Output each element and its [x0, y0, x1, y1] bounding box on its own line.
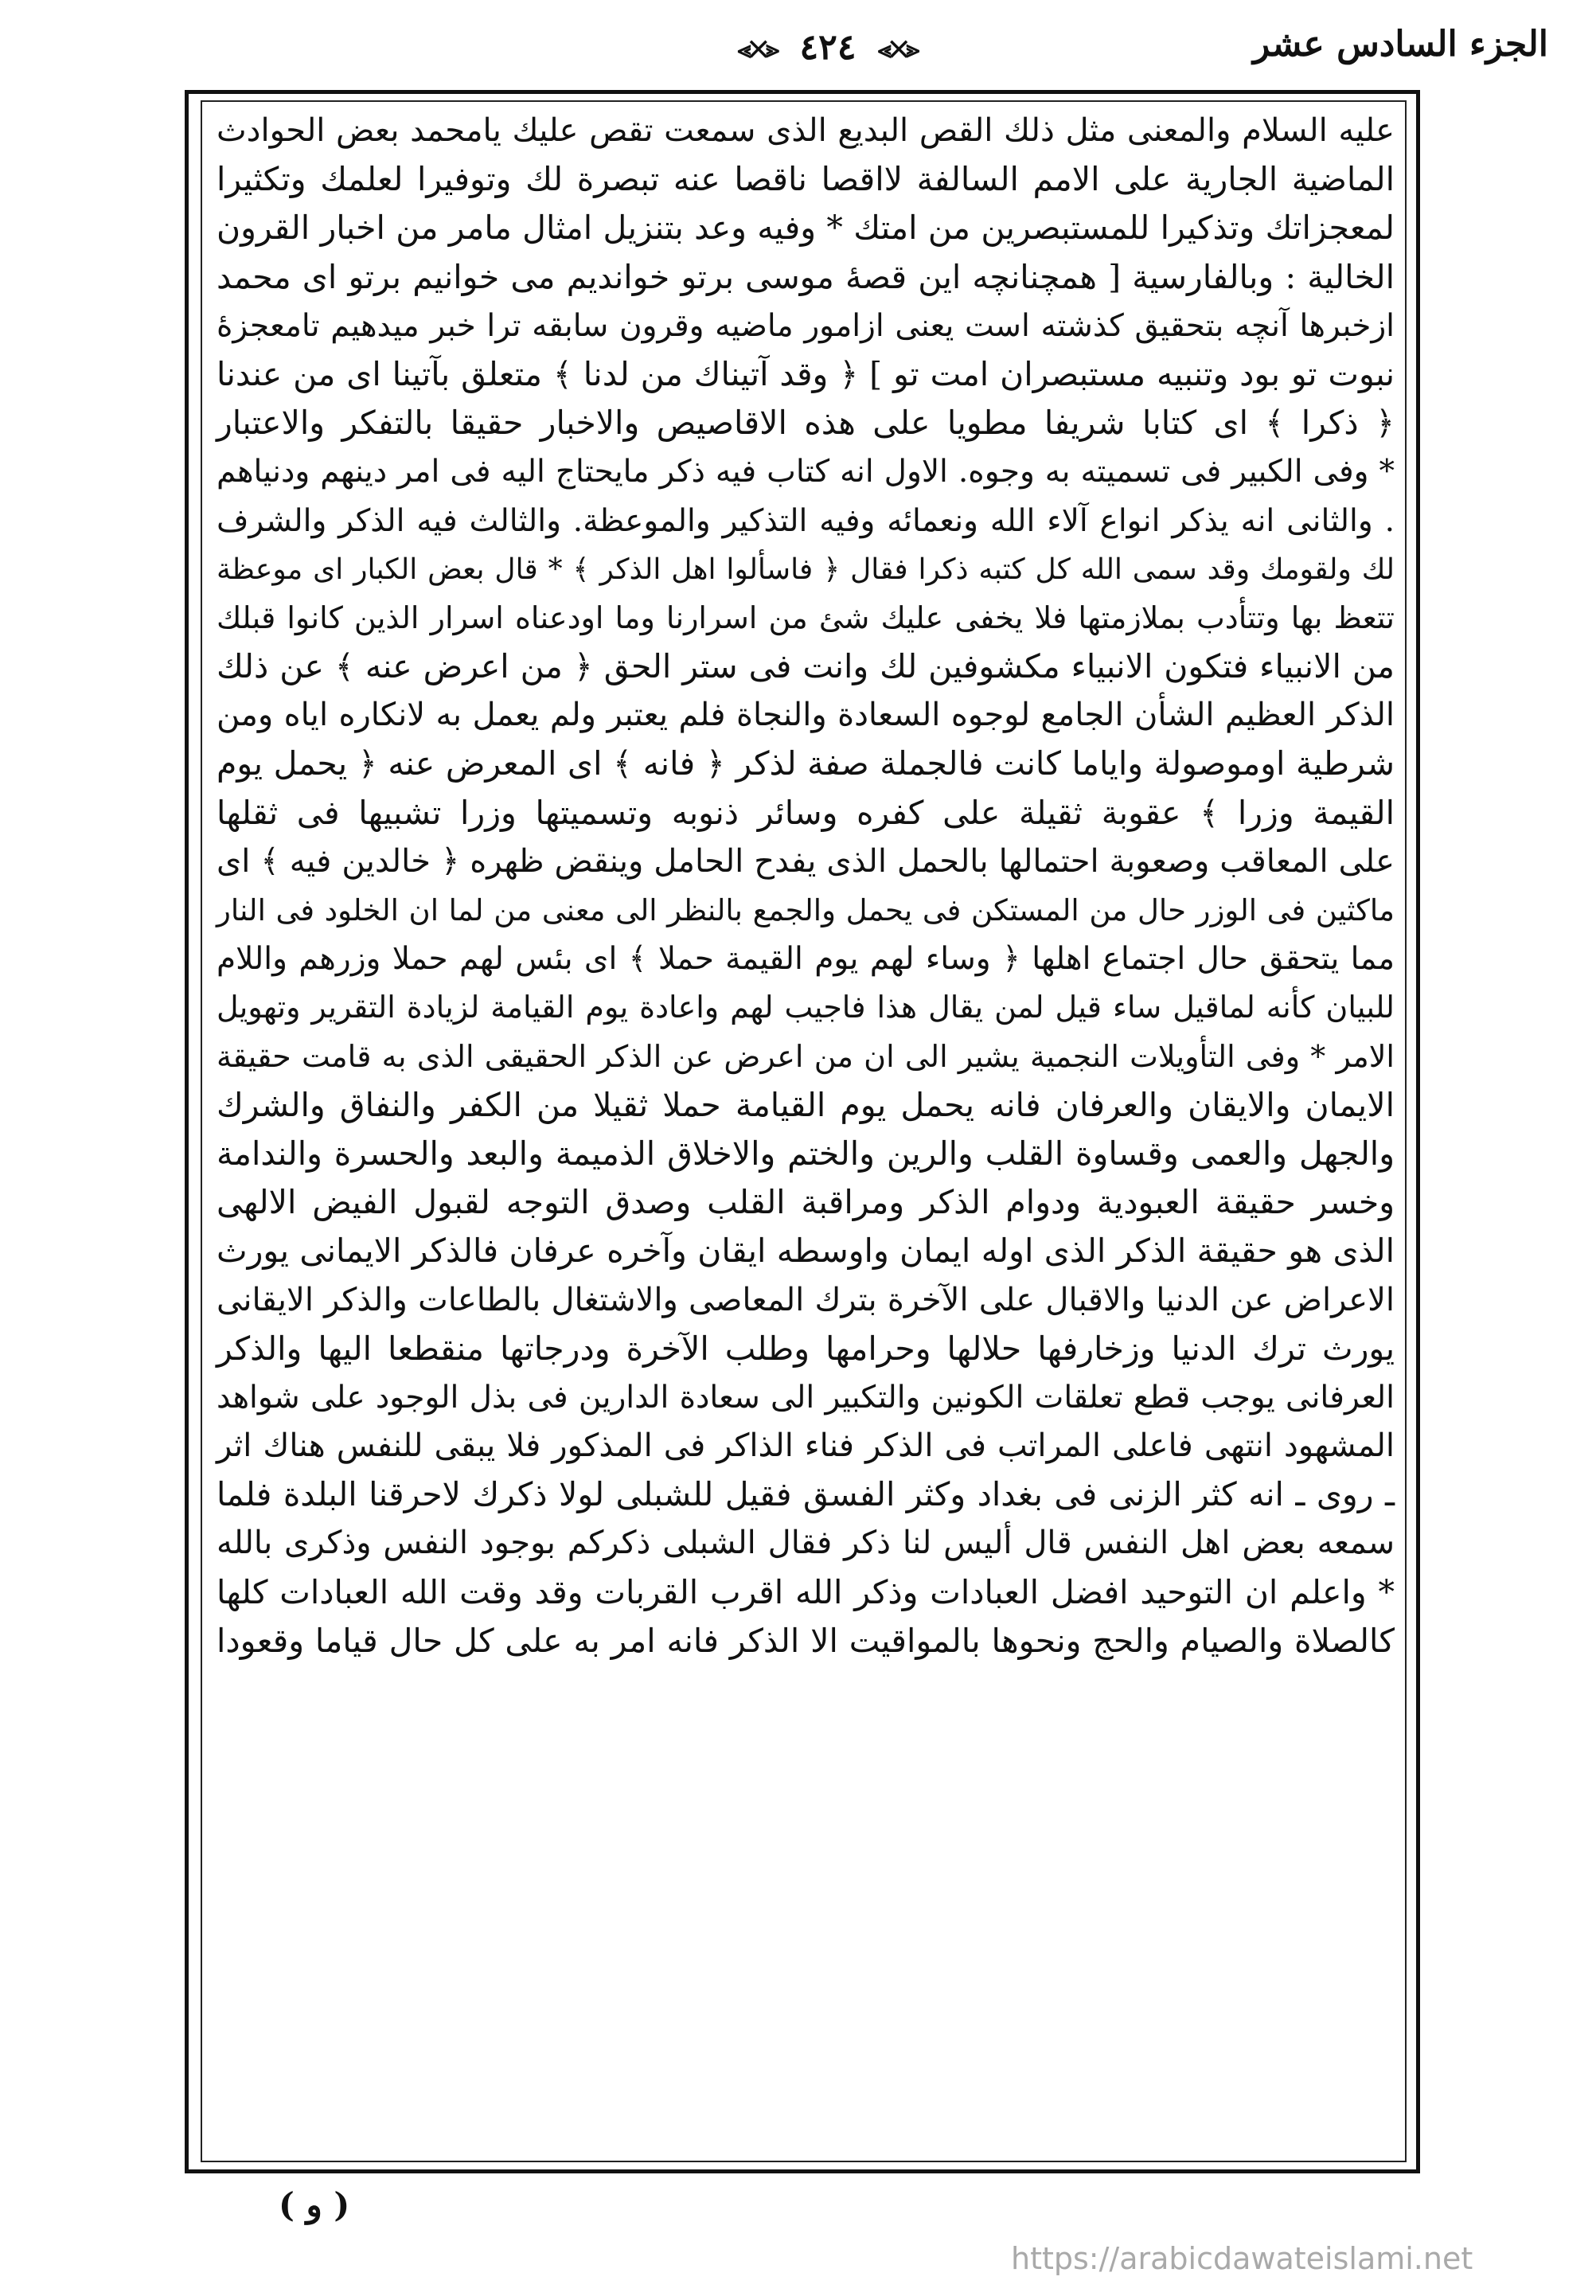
text-line: مما يتحقق حال اجتماع اهلها ﴿ وساء لهم يوم القيمة حملا ﴾ اى بئس لهم حملا وزرهم واللام — [217, 941, 1395, 978]
text-line: الاعراض عن الدنيا والاقبال على الآخرة بترك المعاصى والاشتغال بالطاعات والذكر الايقانى — [217, 1281, 1395, 1318]
text-line: من الانبياء فتكون الانبياء مكشوفين لك وانت فى ستر الحق ﴿ من اعرض عنه ﴾ عن ذلك — [217, 647, 1395, 686]
text-line: يورث ترك الدنيا وزخارفها حلالها وحرامها وطلب الآخرة ودرجاتها منقطعا اليها والذكر — [217, 1329, 1395, 1368]
text-line: * واعلم ان التوحيد افضل العبادات وذكر الله اقرب القربات وقد وقت الله العبادات كلها — [217, 1572, 1395, 1611]
text-line: القيمة وزرا ﴾ عقوبة ثقيلة على كفره وسائر ذنوبه وتسميتها وزرا تشبيها فى ثقلها — [217, 793, 1395, 832]
text-line: نبوت تو بود وتنبيه مستبصران امت تو ] ﴿ وقد آتيناك من لدنا ﴾ متعلق بآتينا اى من عندنا — [217, 354, 1395, 393]
text-line: * وفى الكبير فى تسميته به وجوه. الاول انه كتاب فيه ذكر مايحتاج اليه فى امر دينهم ودنياهم — [217, 454, 1395, 490]
signature-mark: ( و ) — [279, 2185, 350, 2224]
text-line: ـ روى ـ انه كثر الزنى فى بغداد وكثر الفسق فقيل للشبلى لولا ذكرك لاحرقنا البلدة فلما — [217, 1475, 1395, 1514]
text-line: العرفانى يوجب قطع تعلقات الكونين والتكبير الى سعادة الدارين فى بذل الوجود على شواهد — [217, 1379, 1395, 1415]
text-line: ماكثين فى الوزر حال من المستكن فى يحمل والجمع بالنظر الى معنى من لما ان الخلود فى النار — [217, 893, 1395, 927]
text-line: ازخبرها آنچه بتحقيق كذشته است يعنى ازامور ماضيه وقرون سابقه ترا خبر ميدهيم تامعجزهٔ — [217, 307, 1395, 344]
text-line: . والثانى انه يذكر انواع آلاء الله ونعمائه وفيه التذكير والموعظة. والثالث فيه الذكر والشرف — [217, 502, 1395, 539]
ornament-right: ⪡✕⪢ — [877, 36, 919, 64]
running-head-volume: الجزء السادس عشر — [1252, 24, 1548, 64]
page-number: ٤٢٤ — [799, 27, 857, 68]
text-line: شرطية اوموصولة واياما كانت فالجملة صفة لذكر ﴿ فانه ﴾ اى المعرض عنه ﴿ يحمل يوم — [217, 744, 1395, 783]
text-line: تتعظ بها وتتأدب بملازمتها فلا يخفى عليك شئ من اسرارنا وما اودعناه اسرار الذين كانوا قبلك — [217, 599, 1395, 635]
text-body — [209, 107, 1403, 2157]
text-line: على المعاقب وصعوبة احتمالها بالحمل الذى يفدح الحامل وينقض ظهره ﴿ خالدين فيه ﴾ اى — [217, 842, 1395, 880]
text-line: الخالية : وبالفارسية [ همچنانچه اين قصهٔ موسى برتو خوانديم مى خوانيم برتو اى محمد — [217, 257, 1395, 296]
page-header — [183, 24, 1548, 88]
text-line: الايمان والايقان والعرفان فانه يحمل يوم القيامة حملا ثقيلا من الكفر والنفاق والشرك — [217, 1085, 1395, 1124]
text-line: لمعجزاتك وتذكيرا للمستبصرين من امتك * وفيه وعد بتنزيل امثال مامر من اخبار القرون — [217, 209, 1395, 248]
page-number-block — [677, 27, 979, 68]
text-line: للبيان كأنه لماقيل ساء قيل لمن يقال هذا فاجيب لهم واعادة يوم القيامة لزيادة التقرير وتهويل — [217, 990, 1395, 1025]
text-line: المشهود انتهى فاعلى المراتب فى الذكر فناء الذاكر فى المذكور فلا يبقى للنفس هناك اثر — [217, 1427, 1395, 1465]
text-line: الماضية الجارية على الامم السالفة لااقصا ناقصا عنه تبصرة لك وتوفيرا لعلمك وتكثيرا — [217, 160, 1395, 199]
ornament-left: ⪡✕⪢ — [737, 36, 778, 64]
text-line: الذى هو حقيقة الذكر الذى اوله ايمان واوسطه ايقان وآخره عرفان فالذكر الايمانى يورث — [217, 1232, 1395, 1271]
text-line: الامر * وفى التأويلات النجمية يشير الى ان من اعرض عن الذكر الحقيقى الذى به قامت حقيقة — [217, 1038, 1395, 1074]
text-line: لك ولقومك وقد سمى الله كل كتبه ذكرا فقال ﴿ فاسألوا اهل الذكر ﴾ * قال بعض الكبار اى موعظة — [217, 553, 1395, 586]
text-line: والجهل والعمى وقساوة القلب والرين والختم والاخلاق الذميمة والبعد والحسرة والندامة — [217, 1134, 1395, 1173]
source-watermark: https://arabicdawateislami.net — [1011, 2241, 1473, 2276]
text-line: كالصلاة والصيام والحج ونحوها بالمواقيت الا الذكر فانه امر به على كل حال قياما وقعودا — [217, 1621, 1395, 1660]
text-line: الذكر العظيم الشأن الجامع لوجوه السعادة والنجاة فلم يعتبر ولم يعمل به لانكاره اياه ومن — [217, 697, 1395, 734]
text-line: ﴿ ذكرا ﴾ اى كتابا شريفا مطويا على هذه الاقاصيص والاخبار حقيقا بالتفكر والاعتبار — [217, 404, 1395, 443]
text-line: عليه السلام والمعنى مثل ذلك القص البديع الذى سمعت تقص عليك يامحمد بعض الحوادث — [217, 112, 1395, 149]
text-line: سمعه بعض اهل النفس قال أليس لنا ذكر فقال الشبلى ذكركم بوجود النفس وذكرى بالله — [217, 1525, 1395, 1562]
text-line: وخسر حقيقة العبودية ودوام الذكر ومراقبة القلب وصدق التوجه لقبول الفيض الالهى — [217, 1183, 1395, 1222]
